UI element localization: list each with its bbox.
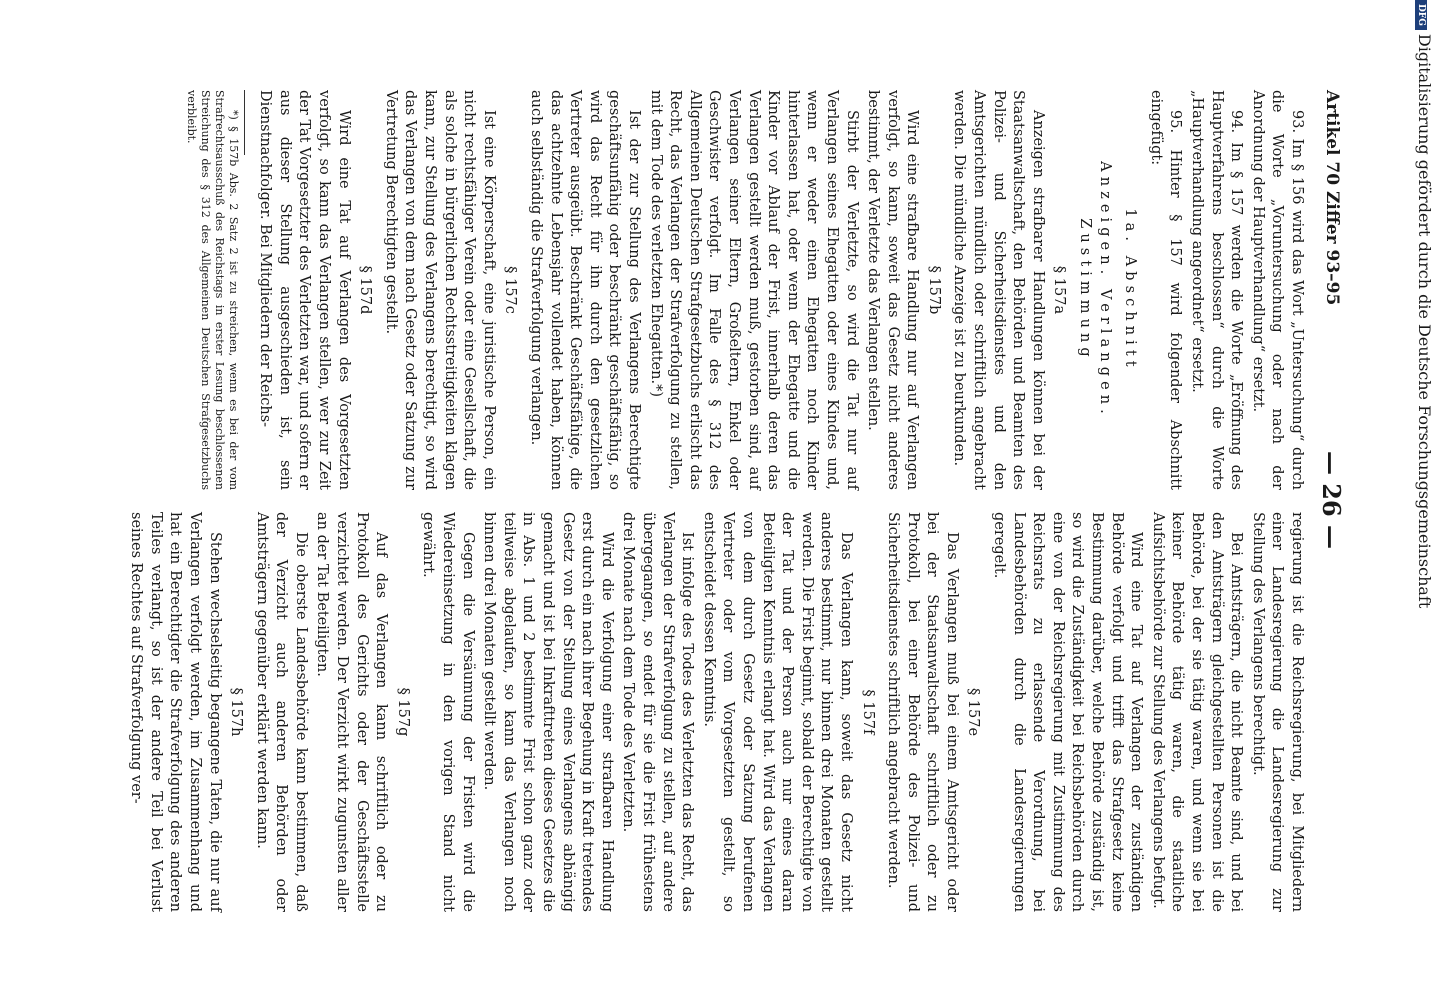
section-title: 1a. Abschnitt — [1122, 208, 1139, 372]
text-157d-1: Wird eine Tat auf Verlangen des Vorgesetzten verfolgt, so kann das Verlangen stellen, wer zur Zeit der Tat Vorgesetzter des Verletzten war, und sofern er aus dieser Stellung ausgeschieden ist, sein Dienstnachfolger. Bei Mitgliedern der Reichs- — [257, 90, 352, 490]
text-157h-1: Stehen wechselseitig begangene Taten, die nur auf Verlangen verfolgt werden, im Zusammenhang und hat ein Berechtigter die Strafverfolgung des anderen Teiles verlangt, so ist der andere Teil bei Verlust seines Rechtes auf Strafverfolgung ver- — [128, 512, 223, 912]
text-157f-2: Ist infolge des Todes des Verletzten das Recht, das Verlangen der Strafverfolgung zu stellen, auf andere übergegangen, so endet für sie die Frist frühestens drei Monate nach dem Tode des Verletzten. — [620, 512, 696, 912]
page-number: — 26 — — [1317, 450, 1346, 550]
text-157a-1: Anzeigen strafbarer Handlungen können bei der Staatsanwaltschaft, den Behörden und Beamten des Polizei- und Sicherheitsdienstes und den Amtsgerichten mündlich oder schriftlich angebracht werden. Die mündliche Anzeige ist zu beurkunden. — [951, 90, 1046, 490]
left-column — [182, 90, 1306, 490]
heading-157c: § 157c — [502, 266, 519, 314]
paragraph-95: 95. Hinter § 157 wird folgender Abschnitt eingefügt: — [1147, 90, 1184, 490]
heading-157d: § 157d — [357, 265, 374, 315]
text-157c-1: Ist eine Körperschaft, eine juristische Person, ein nicht rechtsfähiger Verein oder eine Gesellschaft, die als solche in bürgerlichen Rechtsstreitigkeiten klagen kann, zur Stellung des Verlangens berechtigt, so wird das Verlangen von dem nach Gesetz oder Satzung zur Vertretung Berechtigten gestellt. — [382, 90, 497, 490]
footnote-divider — [244, 90, 245, 155]
text-157b-1: Wird eine strafbare Handlung nur auf Verlangen verfolgt, so kann, soweit das Gesetz nicht anderes bestimmt, der Verletzte das Verlangen stellen. — [865, 90, 921, 490]
continuation-2: Bei Amtsträgern, die nicht Beamte sind, und bei den Amtsträgern gleichgestellten Personen ist die Behörde, bei der sie tätig waren, und wenn sie bei keiner Behörde tätig waren, die staatliche Aufsichtsbehörde zur Stellung des Verlangens befugt. — [1149, 512, 1245, 912]
heading-157a: § 157a — [1051, 265, 1068, 315]
heading-157h: § 157h — [228, 687, 245, 737]
section-subtitle: Anzeigen. Verlangen. Zustimmung — [1077, 161, 1113, 419]
paragraph-93: 93. Im § 156 wird das Wort „Untersuchung“ durch die Worte „Voruntersuchung oder nach der Anordnung der Hauptverhandlung“ ersetzt. — [1249, 90, 1305, 490]
continuation-1: regierung ist die Reichsregierung, bei Mitgliedern einer Landesregierung die Landesregierung zur Stellung des Verlangens berechtigt. — [1249, 512, 1305, 912]
text-157b-2: Stirbt der Verletzte, so wird die Tat nur auf Verlangen seines Ehegatten oder eines Kindes und, wenn er weder einen Ehegatten noch Kinder hinterlassen hat, oder wenn der Ehegatte und die Kinder vor Ablauf der Frist, innerhalb deren das Verlangen gestellt werden muß, gestorben sind, auf Verlangen seiner Eltern, Großeltern, Enkel oder Geschwister verfolgt. Im Falle des § 312 des Allgemeinen Deutschen Strafgesetzbuchs erlischt das Recht, das Verlangen der Strafverfolgung zu stellen, mit dem Tode des verletzten Ehegatten.*) — [647, 90, 860, 490]
page-header — [1316, 90, 1346, 910]
text-157f-3: Wird die Verfolgung einer strafbaren Handlung erst durch ein nach ihrer Begehung in Kraft tretendes Gesetz von der Stellung eines Verlangens abhängig gemacht und ist bei Inkrafttreten dieses Gesetzes die in Abs. 1 und 2 bestimmte Frist schon ganz oder teilweise abgelaufen, so kann das Verlangen noch binnen drei Monaten gestellt werden. — [481, 512, 615, 912]
continuation-3: Wird eine Tat auf Verlangen der zuständigen Behörde verfolgt und trifft das Strafgesetz keine Bestimmung darüber, welche Behörde zuständig ist, so wird die Zuständigkeit bei Reichsbehörden durch eine von der Reichsregierung mit Zustimmung des Reichsrats zu erlassende Verordnung, bei Landesbehörden durch die Landesregierungen geregelt. — [991, 512, 1145, 912]
text-157b-3: Ist der zur Stellung des Verlangens Berechtigte geschäftsunfähig oder beschränkt geschäftsfähig, so wird das Recht für ihn durch den gesetzlichen Vertreter ausgeübt. Beschränkt Geschäftsfähige, die das achtzehnte Lebensjahr vollendet haben, können auch selbständig die Strafverfolgung verlangen. — [528, 90, 642, 490]
paragraph-94: 94. Im § 157 werden die Worte „Eröffnung des Hauptverfahrens beschlossen“ durch die Worte „Hauptverhandlung angeordnet“ ersetzt. — [1189, 90, 1245, 490]
right-column — [124, 512, 1306, 912]
text-157g-1: Auf das Verlangen kann schriftlich oder zu Protokoll des Gerichts oder der Geschäftsstelle verzichtet werden. Der Verzicht wirkt zugunsten aller an der Tat Beteiligten. — [314, 512, 390, 912]
dfg-logo: DFG — [1415, 0, 1427, 30]
text-157e-1: Das Verlangen muß bei einem Amtsgericht oder bei der Staatsanwaltschaft schriftlich oder zu Protokoll, bei einer Behörde des Polizei- und Sicherheitsdienstes schriftlich angebracht werden. — [885, 512, 960, 912]
text-157f-4: Gegen die Versäumung der Fristen wird die Wiedereinsetzung in den vorigen Stand nicht gewährt. — [420, 512, 476, 912]
text-157f-1: Das Verlangen kann, soweit das Gesetz nicht anderes bestimmt, nur binnen drei Monaten gestellt werden. Die Frist beginnt, sobald der Berechtigte von der Tat und der Person auch nur eines daran Beteiligten Kenntnis erlangt hat. Wird das Verlangen von dem durch Gesetz oder Satzung berufenen Vertreter oder vom Vorgesetzten gestellt, so entscheidet dessen Kenntnis. — [700, 512, 854, 912]
credit-text: Digitalisierung gefördert durch die Deutsche Forschungsgemeinschaft — [1415, 33, 1434, 609]
text-157g-2: Die oberste Landesbehörde kann bestimmen, daß der Verzicht auch anderen Behörden oder Amtsträgern gegenüber erklärt werden kann. — [253, 512, 309, 912]
running-head: Artikel 70 Ziffer 93–95 — [1322, 90, 1342, 306]
digitization-credit — [1415, 0, 1434, 1000]
footnote: *) § 157b Abs. 2 Satz 2 ist zu streichen, wenn es bei der vom Strafrechtsausschuß des Reichstags in erster Lesung beschlossenen Streichung des § 312 des Allgemeinen Deutschen Strafgesetzbuchs verbleibt. — [184, 90, 240, 490]
heading-157g: § 157g — [394, 687, 411, 737]
heading-157e: § 157e — [965, 687, 982, 737]
heading-157f: § 157f — [859, 689, 876, 735]
heading-157b: § 157b — [925, 265, 942, 315]
